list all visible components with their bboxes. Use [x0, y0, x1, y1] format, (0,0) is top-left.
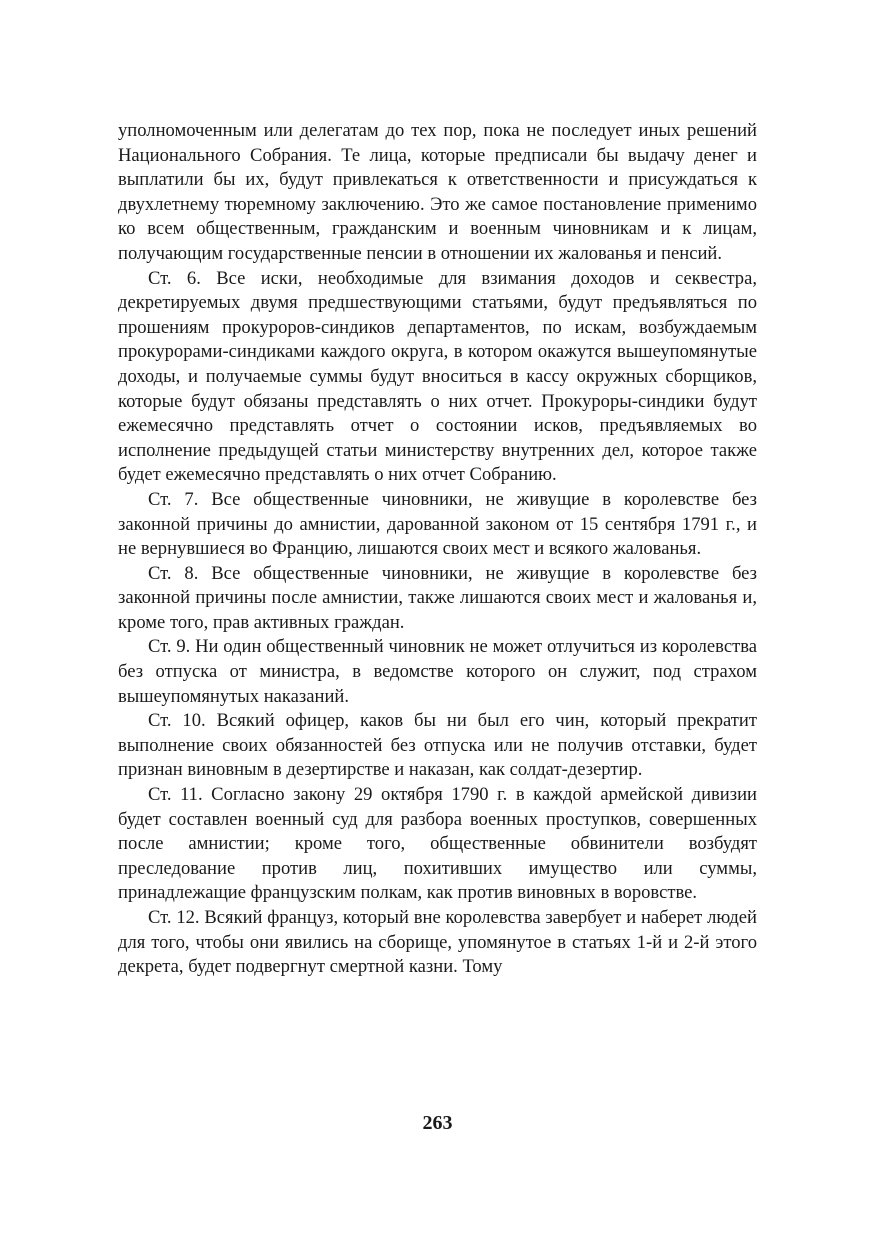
paragraph-article-11: Ст. 11. Согласно закону 29 октября 1790 г. в каждой армейской дивизии будет составлен военный суд для разбора военных проступков, совершенных после амнистии; кроме того, общественные обвинители возбудят преследование против лиц, похитивших имущество или суммы, принадлежащие французским полкам, как против виновных в воровстве. [118, 784, 757, 904]
paragraph-article-12: Ст. 12. Всякий француз, который вне королевства завербует и наберет людей для того, чтобы они явились на сборище, упомянутое в статьях 1-й и 2-й этого декрета, будет подвергнут смертной казни. Тому [118, 907, 757, 978]
page-number: 263 [422, 1112, 453, 1134]
paragraph-article-6: Ст. 6. Все иски, необходимые для взимания доходов и секвестра, декретируемых двумя предшествующими статьями, будут предъявляться по прошениям прокуроров-синдиков департаментов, по искам, возбуждаемым прокурорами-синдиками каждого округа, в котором окажутся вышеупомянутые доходы, и получаемые суммы будут вноситься в кассу окружных сборщиков, которые будут обязаны представлять о них отчет. Прокуроры-синдики будут ежемесячно представлять отчет о состоянии исков, предъявляемых во исполнение предыдущей статьи министерству внутренних дел, которое также будет ежемесячно представлять о них отчет Собранию. [118, 267, 757, 486]
paragraph-article-10: Ст. 10. Всякий офицер, каков бы ни был его чин, который прекратит выполнение своих обязанностей без отпуска или не получив отставки, будет признан виновным в дезертирстве и наказан, как солдат-дезертир. [118, 710, 757, 781]
paragraph-article-8: Ст. 8. Все общественные чиновники, не живущие в королевстве без законной причины после амнистии, также лишаются своих мест и жалованья и, кроме того, прав активных граждан. [118, 562, 757, 633]
paragraph-article-7: Ст. 7. Все общественные чиновники, не живущие в королевстве без законной причины до амнистии, дарованной законом от 15 сентября 1791 г., и не вернувшиеся во Францию, лишаются своих мест и всякого жалованья. [118, 488, 757, 560]
body-text [118, 119, 757, 980]
paragraph-article-9: Ст. 9. Ни один общественный чиновник не может отлучиться из королевства без отпуска от министра, в ведомстве которого он служит, под страхом вышеупомянутых наказаний. [118, 636, 757, 707]
paragraph-continuation: уполномоченным или делегатам до тех пор, пока не последует иных решений Национального Собрания. Те лица, которые предписали бы выдачу денег и выплатили бы их, будут привлекаться к ответственности и присуждаться к двухлетнему тюремному заключению. Это же самое постановление применимо ко всем общественным, гражданским и военным чиновникам и к лицам, получающим государственные пенсии в отношении их жалованья и пенсий. [118, 120, 757, 264]
